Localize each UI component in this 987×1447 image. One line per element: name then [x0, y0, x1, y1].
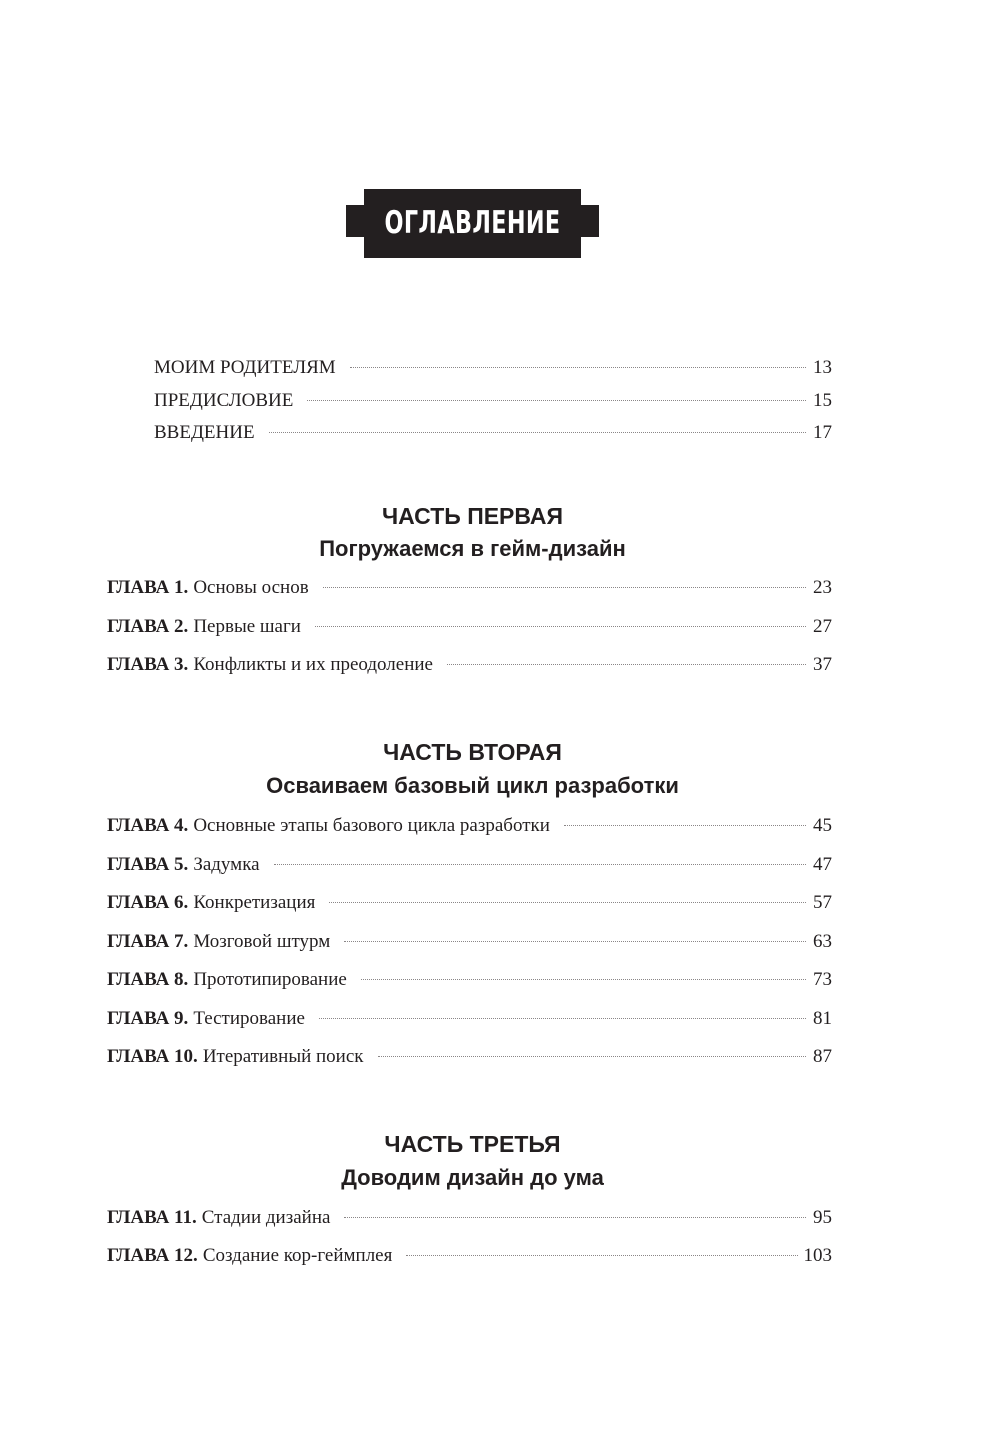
dot-leader: [315, 626, 806, 627]
page-number: 63: [813, 931, 832, 952]
page-number: 95: [813, 1207, 832, 1228]
page-title: ОГЛАВЛЕНИЕ: [384, 205, 561, 241]
page-number: 47: [813, 854, 832, 875]
page-number: 37: [813, 654, 832, 675]
chapter-number: ГЛАВА 6.: [107, 892, 189, 913]
page-number: 45: [813, 815, 832, 836]
dot-leader: [350, 367, 806, 368]
chapter-number: ГЛАВА 4.: [107, 815, 189, 836]
dot-leader: [378, 1056, 806, 1057]
dot-leader: [269, 432, 806, 433]
chapter-number: ГЛАВА 8.: [107, 969, 189, 990]
dot-leader: [564, 825, 806, 826]
toc-entry-label: ВВЕДЕНИЕ: [154, 422, 255, 443]
toc-entry-chapter-8[interactable]: [107, 968, 832, 992]
page-number: 23: [813, 577, 832, 598]
part-3-title: Доводим дизайн до ума: [341, 1165, 604, 1190]
chapter-title: Конкретизация: [193, 892, 316, 913]
page-number: 57: [813, 892, 832, 913]
toc-entry-chapter-1[interactable]: [107, 576, 832, 600]
part-3-label: ЧАСТЬ ТРЕТЬЯ: [384, 1131, 561, 1157]
dot-leader: [274, 864, 806, 865]
dot-leader: [323, 587, 806, 588]
page-number: 103: [803, 1245, 832, 1266]
page-number: 15: [813, 390, 832, 411]
chapter-title: Стадии дизайна: [201, 1207, 331, 1228]
chapter-title: Конфликты и их преодоление: [193, 654, 433, 675]
page-number: 87: [813, 1046, 832, 1067]
chapter-title: Создание кор-геймплея: [202, 1245, 393, 1266]
part-1-label: ЧАСТЬ ПЕРВАЯ: [381, 503, 564, 529]
page-number: 13: [813, 357, 832, 378]
toc-entry-introduction[interactable]: [154, 421, 832, 445]
dot-leader: [447, 664, 806, 665]
toc-entry-chapter-6[interactable]: [107, 891, 832, 915]
chapter-title: Основные этапы базового цикла разработки: [193, 815, 550, 836]
title-banner: [346, 189, 599, 258]
part-2-title: Осваиваем базовый цикл разработки: [266, 773, 679, 798]
chapter-title: Задумка: [193, 854, 260, 875]
chapter-number: ГЛАВА 11.: [107, 1207, 197, 1228]
toc-entry-chapter-3[interactable]: [107, 653, 832, 677]
chapter-number: ГЛАВА 1.: [107, 577, 189, 598]
toc-entry-chapter-9[interactable]: [107, 1007, 832, 1031]
dot-leader: [361, 979, 806, 980]
toc-entry-chapter-11[interactable]: [107, 1206, 832, 1230]
chapter-title: Итеративный поиск: [202, 1046, 364, 1067]
banner-right-tab: [581, 205, 599, 237]
dot-leader: [344, 941, 806, 942]
part-2-label: ЧАСТЬ ВТОРАЯ: [383, 739, 562, 765]
dot-leader: [406, 1255, 797, 1256]
chapter-number: ГЛАВА 10.: [107, 1046, 198, 1067]
chapter-number: ГЛАВА 9.: [107, 1008, 189, 1029]
chapter-title: Мозговой штурм: [193, 931, 331, 952]
toc-entry-preface[interactable]: [154, 389, 832, 413]
page-number: 17: [813, 422, 832, 443]
page-number: 81: [813, 1008, 832, 1029]
chapter-number: ГЛАВА 3.: [107, 654, 189, 675]
chapter-number: ГЛАВА 2.: [107, 616, 189, 637]
toc-entry-chapter-5[interactable]: [107, 853, 832, 877]
toc-entry-chapter-7[interactable]: [107, 930, 832, 954]
dot-leader: [329, 902, 806, 903]
dot-leader: [344, 1217, 806, 1218]
page-number: 73: [813, 969, 832, 990]
toc-entry-chapter-12[interactable]: [107, 1244, 832, 1268]
chapter-title: Первые шаги: [193, 616, 301, 637]
toc-entry-label: МОИМ РОДИТЕЛЯМ: [154, 357, 336, 378]
page-number: 27: [813, 616, 832, 637]
dot-leader: [319, 1018, 806, 1019]
toc-entry-chapter-10[interactable]: [107, 1045, 832, 1069]
dot-leader: [307, 400, 806, 401]
toc-entry-chapter-4[interactable]: [107, 814, 832, 838]
banner-left-tab: [346, 205, 364, 237]
toc-entry-label: ПРЕДИСЛОВИЕ: [154, 390, 294, 411]
toc-entry-dedication[interactable]: [154, 356, 832, 380]
toc-entry-chapter-2[interactable]: [107, 615, 832, 639]
chapter-number: ГЛАВА 5.: [107, 854, 189, 875]
chapter-number: ГЛАВА 7.: [107, 931, 189, 952]
chapter-title: Основы основ: [193, 577, 309, 598]
chapter-title: Прототипирование: [193, 969, 347, 990]
part-1-title: Погружаемся в гейм-дизайн: [319, 536, 626, 561]
chapter-title: Тестирование: [193, 1008, 305, 1029]
chapter-number: ГЛАВА 12.: [107, 1245, 198, 1266]
